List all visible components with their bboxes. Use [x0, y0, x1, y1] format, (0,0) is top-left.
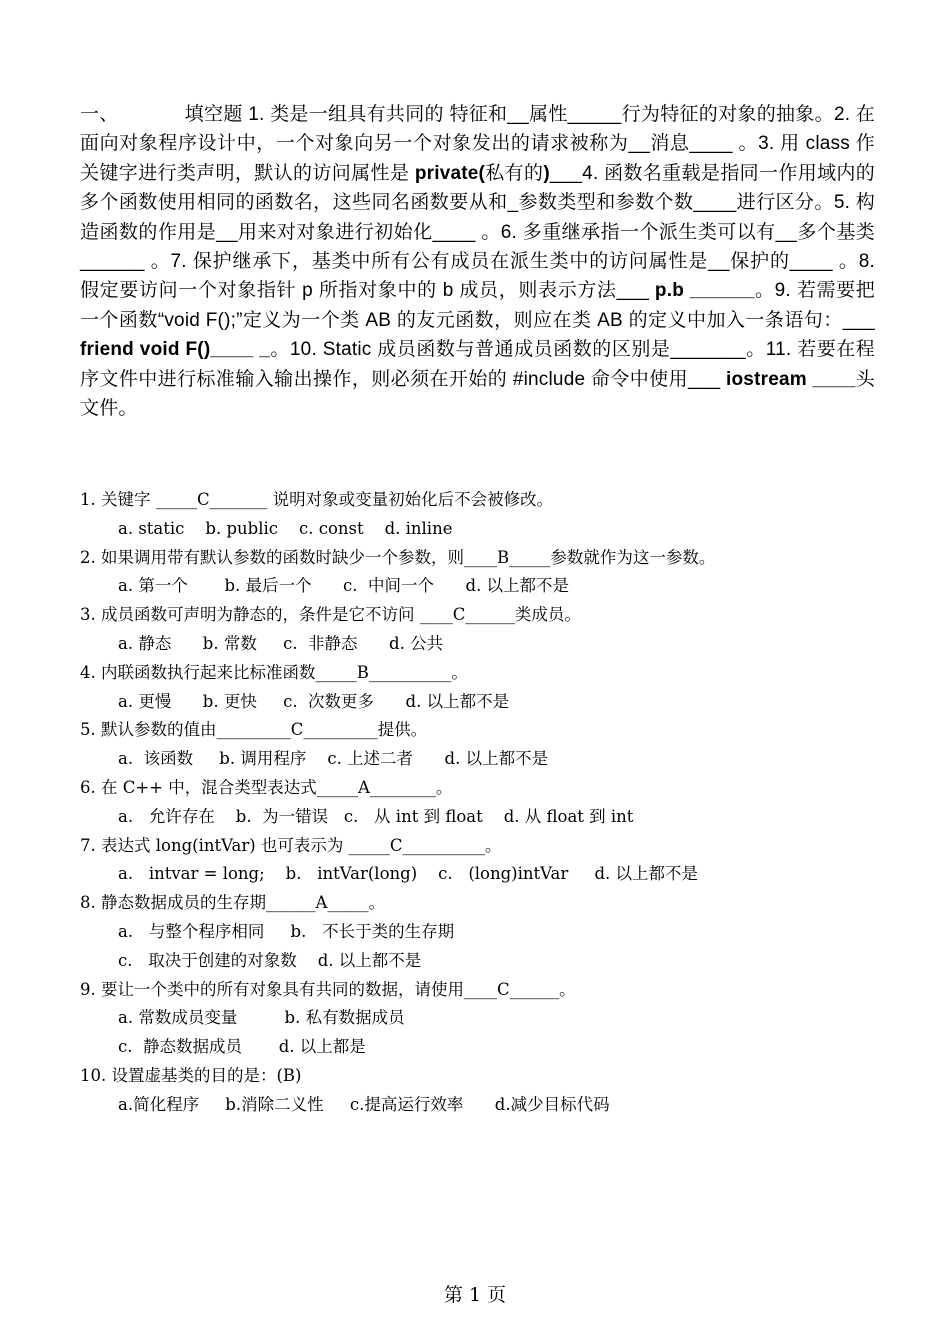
- question-line: 1. 关键字 _____C_______ 说明对象或变量初始化后不会被修改。: [80, 490, 554, 509]
- fill-bold-text: ): [543, 162, 550, 184]
- question-line: 6. 在 C++ 中，混合类型表达式_____A________。: [80, 777, 453, 797]
- question-line: 2. 如果调用带有默认参数的函数时缺少一个参数，则____B_____参数就作为这一参数。: [80, 547, 716, 567]
- fill-text: 。9. 若需要把一个函数“void F();”定义为一个类 AB 的友元函数，则应在类 AB 的定义中加入一条语句：___: [80, 280, 876, 331]
- fill-in-blank-section: [80, 100, 875, 423]
- options-line: a. intvar = long; b. intVar(long) c. (long)intVar d. 以上都不是: [118, 864, 699, 884]
- fill-bold-text: friend void F()____ _: [80, 339, 271, 361]
- question-line: 9. 要让一个类中的所有对象具有共同的数据，请使用____C______。: [80, 979, 576, 999]
- fill-text: 填空题 1. 类是一组具有共同的 特征和__属性_____行为特征的对象的抽象。2. 在面向对象程序设计中，一个对象向另一个对象发出的请求被称为__消息____ 。3. 用 class 作关键字进行类声明，默认的访问属性是: [80, 104, 876, 184]
- options-line: a. 该函数 b. 调用程序 c. 上述二者 d. 以上都不是: [118, 749, 549, 769]
- page-footer: 第 1 页: [443, 1284, 507, 1306]
- options-line: a. 第一个 b. 最后一个 c. 中间一个 d. 以上都不是: [118, 576, 570, 596]
- multiple-choice-section: [80, 486, 880, 1120]
- fill-text: 私有的: [485, 162, 544, 184]
- fill-text: 头文件。: [80, 368, 876, 420]
- options-line: a.简化程序 b.消除二义性 c.提高运行效率 d.减少目标代码: [118, 1094, 610, 1114]
- options-line: a. 允许存在 b. 为一错误 c. 从 int 到 float d. 从 float 到 int: [118, 806, 634, 826]
- options-line: c. 静态数据成员 d. 以上都是: [118, 1037, 366, 1057]
- question-line: 5. 默认参数的值由_________C_________提供。: [80, 720, 428, 740]
- question-line: 3. 成员函数可声明为静态的，条件是它不访问 ____C______类成员。: [80, 605, 581, 625]
- options-line: a. static b. public c. const d. inline: [118, 518, 453, 538]
- fill-bold-text: p.b ______: [654, 280, 755, 302]
- fill-text: 。10. Static 成员函数与普通成员函数的区别是_______。11. 若要在程序文件中进行标准输入输出操作，则必须在开始的 #include 命令中使用___: [80, 339, 876, 390]
- fill-bold-text: private(: [414, 162, 486, 184]
- question-line: 4. 内联函数执行起来比标准函数_____B__________。: [80, 662, 468, 682]
- options-line: a. 更慢 b. 更快 c. 次数更多 d. 以上都不是: [118, 691, 510, 711]
- question-line: 8. 静态数据成员的生存期______A_____。: [80, 893, 386, 913]
- options-line: a. 静态 b. 常数 c. 非静态 d. 公共: [118, 633, 444, 653]
- fill-text: ___4. 函数名重载是指同一作用域内的多个函数使用相同的函数名，这些同名函数要从和_参数类型和参数个数____进行区分。5. 构造函数的作用是__用来对对象进行初始化____ 。6. 多重继承指一个派生类可以有__多个基类______ 。7. 保护继承下，基类中所有公有成员在派生类中的访问属性是__保护的____ 。8. 假定要访问一个对象指针 p 所指对象中的 b 成员，则表示方法___: [80, 162, 875, 302]
- options-line: a. 与整个程序相同 b. 不长于类的生存期: [118, 921, 455, 941]
- options-line: a. 常数成员变量 b. 私有数据成员: [118, 1008, 405, 1028]
- section-number: 一、: [80, 104, 119, 125]
- options-line: c. 取决于创建的对象数 d. 以上都不是: [118, 950, 422, 970]
- fill-bold-text: iostream ____: [726, 368, 856, 390]
- question-line: 10. 设置虚基类的目的是：(B): [80, 1065, 302, 1085]
- question-line: 7. 表达式 long(intVar) 也可表示为 _____C__________。: [80, 835, 502, 855]
